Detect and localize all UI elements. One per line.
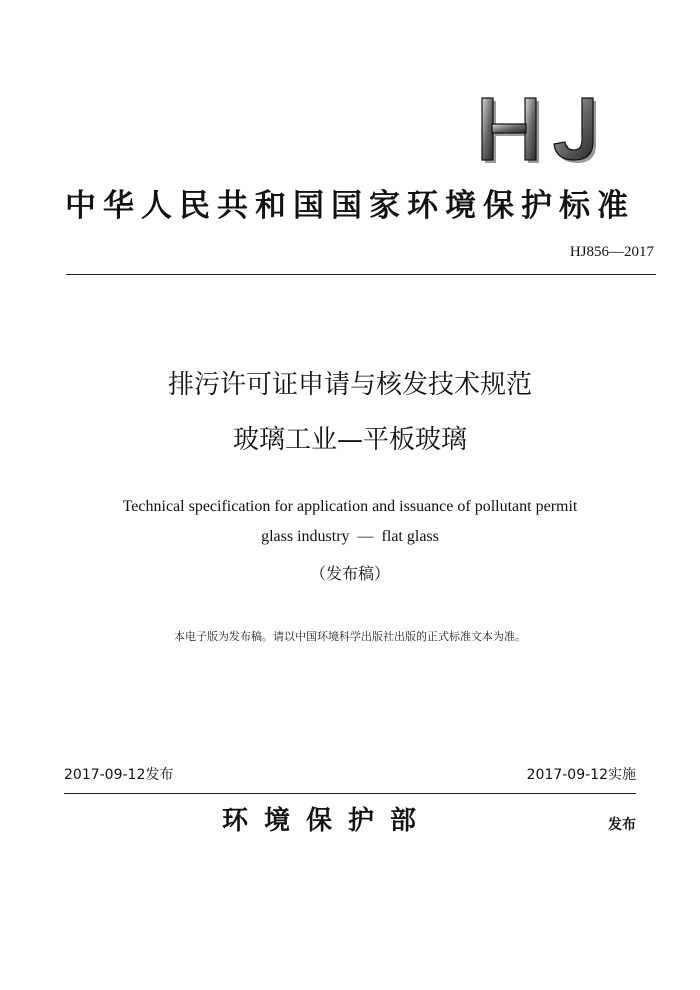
issued-label: 发布 (608, 817, 636, 833)
top-divider (66, 274, 656, 275)
edition-notice: 本电子版为发布稿。请以中国环境科学出版社出版的正式标准文本为准。 (174, 630, 526, 643)
standard-number: HJ856—2017 (569, 244, 654, 260)
issue-date: 2017-09-12发布 (64, 767, 174, 783)
hj-logo-icon (478, 96, 602, 166)
english-title-line-2-text: glass industry — flat glass (261, 528, 439, 545)
chinese-title-line-1: 排污许可证申请与核发技术规范 (167, 370, 532, 400)
effective-date: 2017-09-12实施 (526, 767, 636, 783)
english-title-line-2 (0, 526, 700, 548)
hj-logo (478, 96, 602, 166)
bottom-divider (64, 793, 636, 794)
english-title-line-1: Technical specification for application and issuance of pollutant permit (122, 498, 578, 515)
issuing-authority: 环境保护部 (222, 806, 433, 836)
chinese-title-line-2: 玻璃工业—平板玻璃 (232, 425, 467, 455)
draft-label: （发布稿） (309, 564, 390, 583)
organization-title: 中华人民共和国国家环境保护标准 (65, 188, 635, 224)
